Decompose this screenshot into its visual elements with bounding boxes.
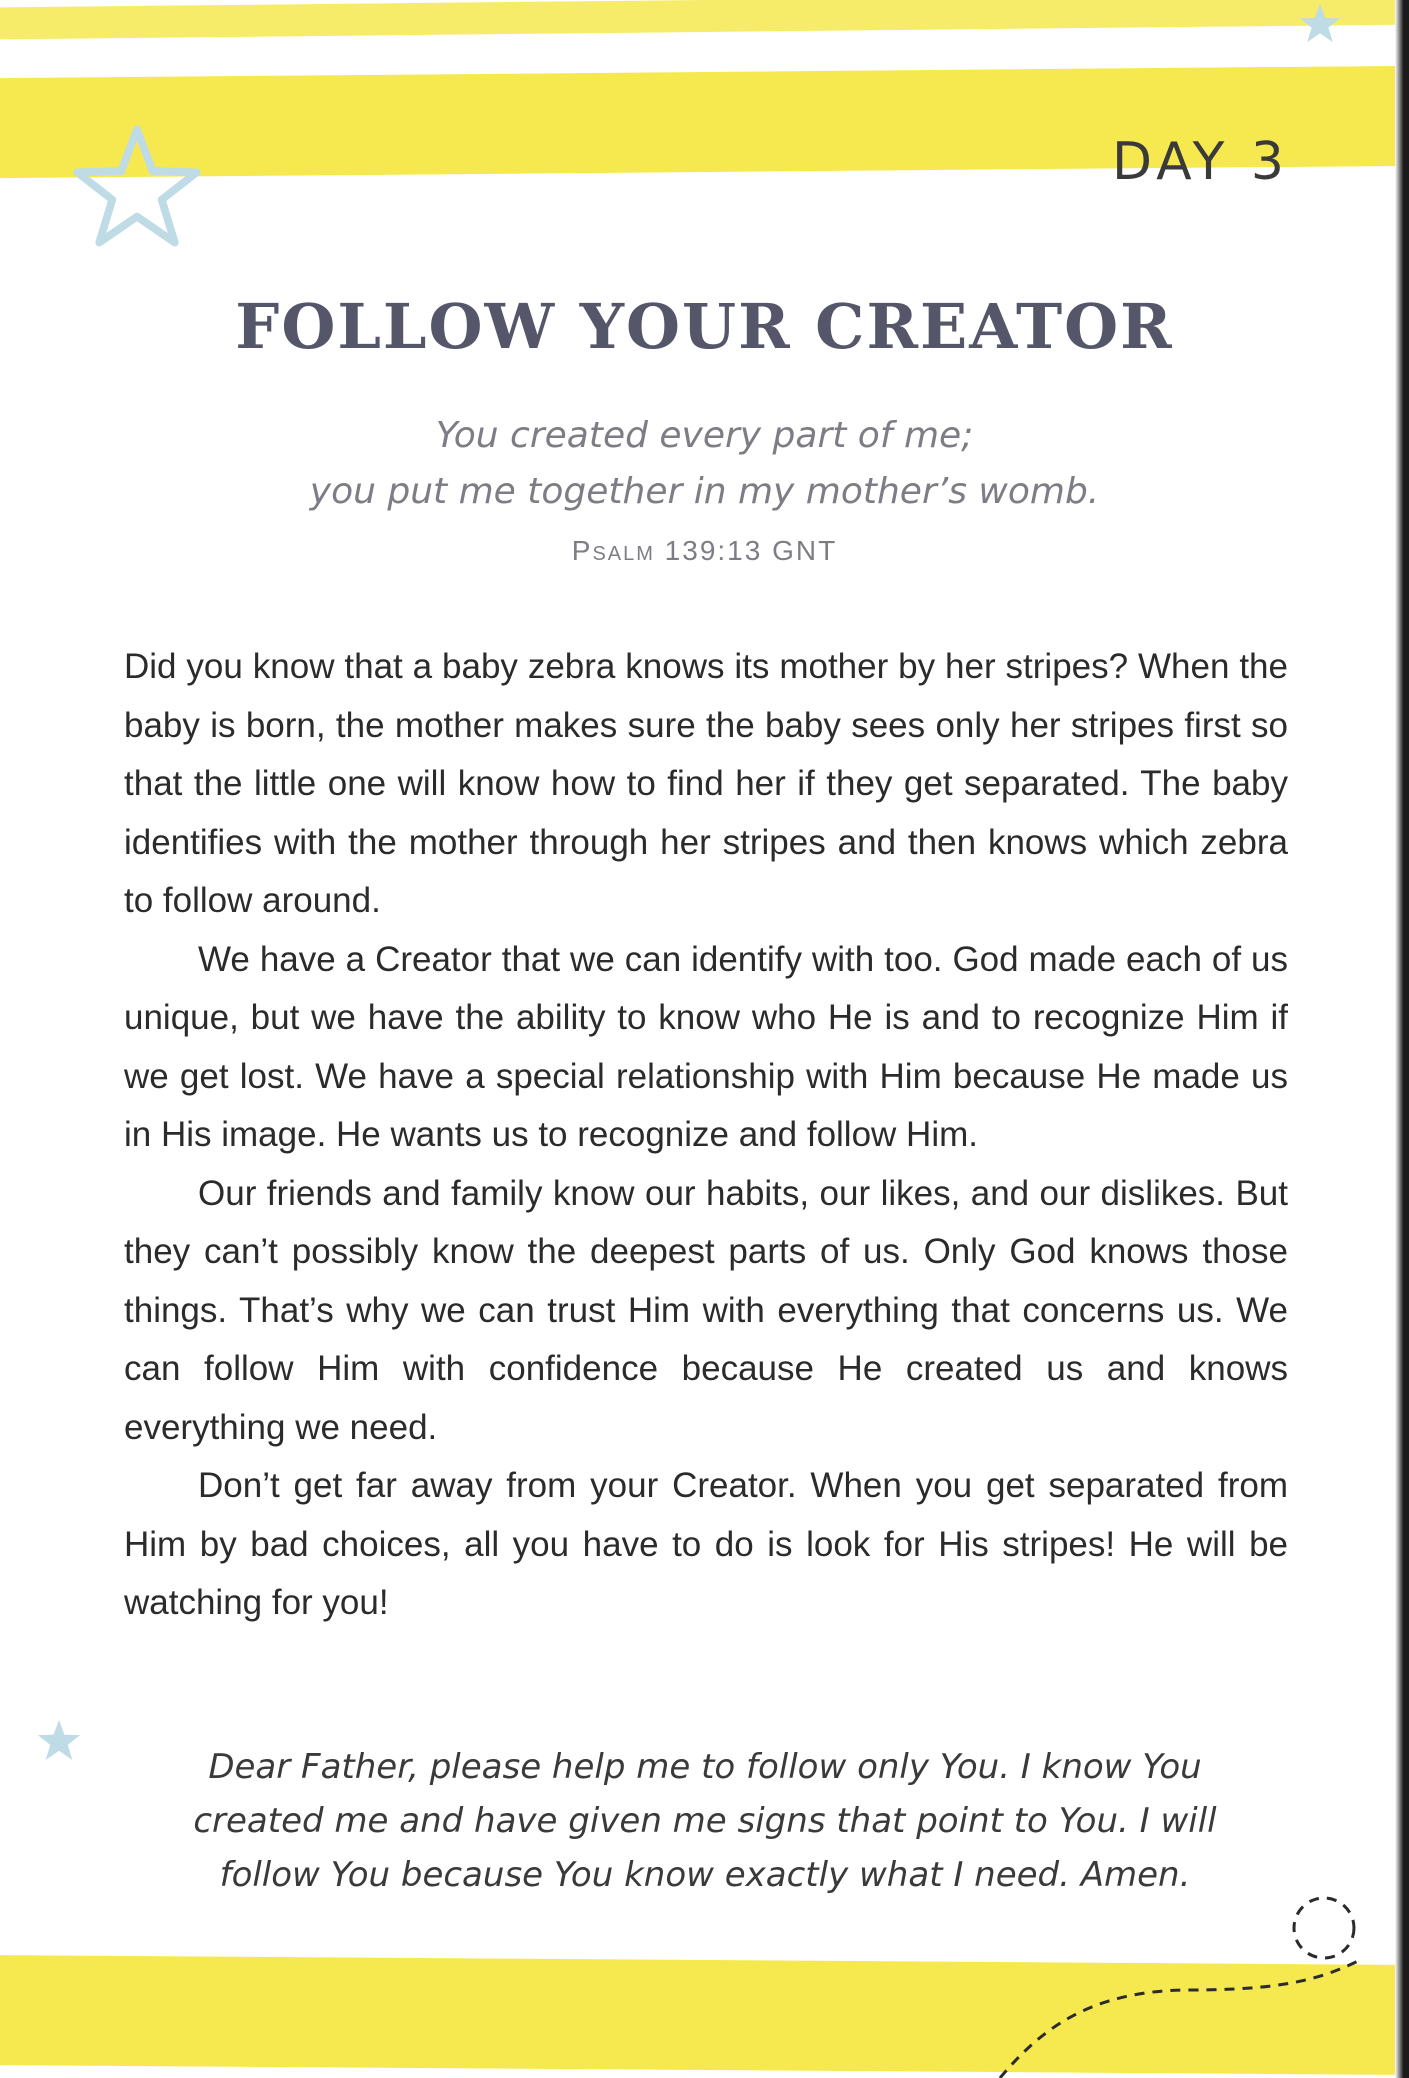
- body-paragraph-2: We have a Creator that we can identify with too. God made each of us unique, but we have the ability to know who He is and to recognize Him if we get lost. We have a special relationship with Him because He made us in His image. He wants us to recognize and follow Him.: [124, 939, 1288, 1154]
- body-text: [124, 638, 1288, 1633]
- top-stripe-thin: [0, 0, 1409, 39]
- star-small-top-icon: [1298, 2, 1342, 44]
- body-paragraph-4: Don’t get far away from your Creator. When you get separated from Him by bad choices, all you have to do is look for His stripes! He will be watching for you!: [124, 1466, 1288, 1622]
- verse-line-1: You created every part of me;: [435, 415, 974, 456]
- verse-line-2: you put me together in my mother’s womb.: [309, 471, 1100, 512]
- scripture-verse: [0, 408, 1409, 520]
- body-paragraph-1: Did you know that a baby zebra knows its mother by her stripes? When the baby is born, the mother makes sure the baby sees only her stripes first so that the little one will know how to find her if they get separated. The baby identifies with the mother through her stripes and then knows which zebra to follow around.: [124, 647, 1288, 920]
- body-paragraph-3: Our friends and family know our habits, our likes, and our dislikes. But they can’t possibly know the deepest parts of us. Only God knows those things. That’s why we can trust Him with everything that concerns us. We can follow Him with confidence because He created us and knows everything we need.: [124, 1173, 1288, 1447]
- day-label: DAY 3: [1111, 132, 1289, 192]
- star-outline-icon: [72, 124, 202, 248]
- page-title: FOLLOW YOUR CREATOR: [235, 290, 1174, 363]
- star-small-left-icon: [36, 1718, 82, 1762]
- dashed-path-decoration: [960, 1880, 1409, 2078]
- verse-reference: Psalm 139:13 GNT: [571, 535, 838, 566]
- closing-prayer: Dear Father, please help me to follow only You. I know You created me and have given me signs that point to You. I will follow You because You know exactly what I need. Amen.: [193, 1747, 1217, 1895]
